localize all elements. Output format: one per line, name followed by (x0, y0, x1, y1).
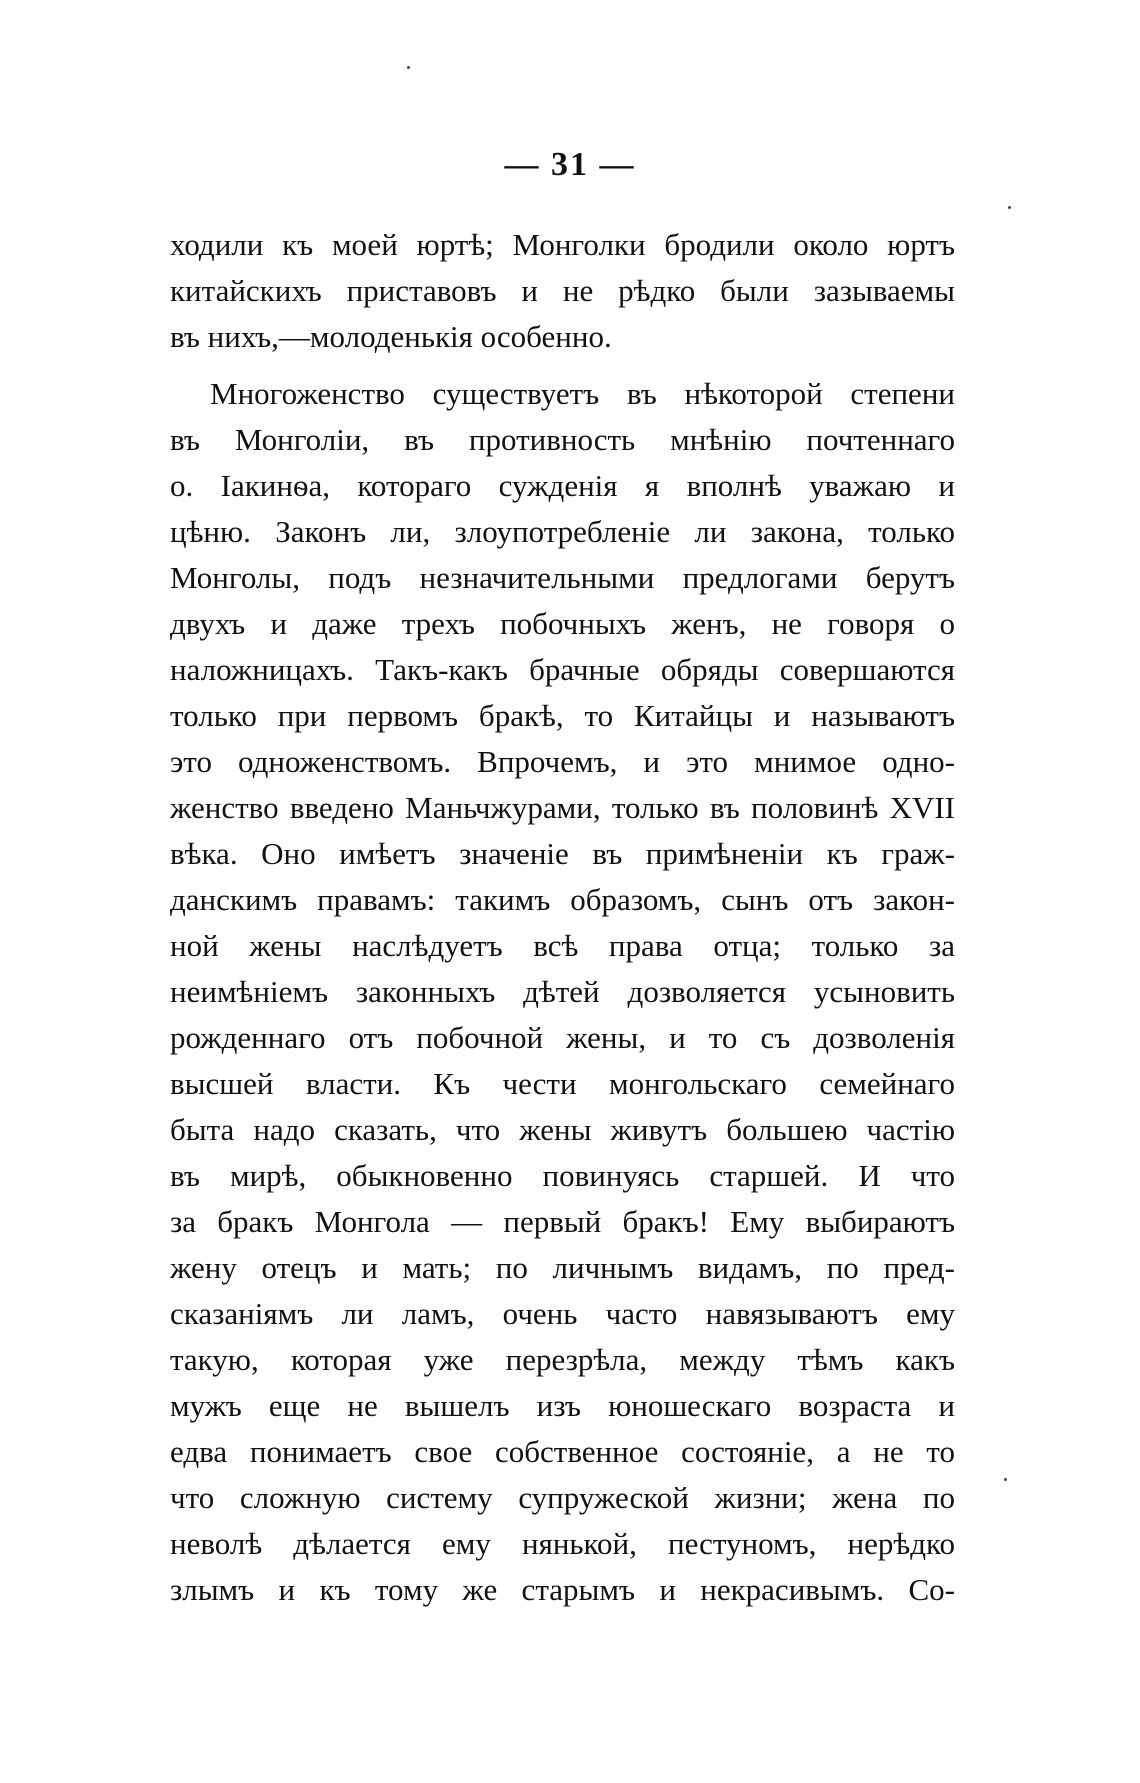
text-line: быта надо сказать, что жены живутъ большею частію (170, 1112, 955, 1147)
text-line: о. Іакинѳа, котораго сужденія я вполнѣ уважаю и (170, 468, 955, 503)
page-number: — 31 — (504, 146, 636, 183)
body-text (170, 222, 955, 1613)
text-line: женство введено Маньчжурами, только въ половинѣ XVII (170, 790, 955, 825)
text-line: въ мирѣ, обыкновенно повинуясь старшей. И что (170, 1158, 955, 1193)
text-line: сказаніямъ ли ламъ, очень часто навязываютъ ему (170, 1296, 955, 1331)
text-line: за бракъ Монгола — первый бракъ! Ему выбираютъ (170, 1204, 955, 1239)
text-line: неимѣніемъ законныхъ дѣтей дозволяется усыновить (170, 974, 955, 1009)
paper-speck (1008, 206, 1011, 209)
text-line: цѣню. Законъ ли, злоупотребленіе ли закона, только (170, 514, 955, 549)
text-line: высшей власти. Къ чести монгольскаго семейнаго (170, 1066, 955, 1101)
paper-speck (1004, 1478, 1007, 1481)
text-line: злымъ и къ тому же старымъ и некрасивымъ. Со- (170, 1572, 955, 1607)
text-line: что сложную систему супружеской жизни; жена по (170, 1480, 955, 1515)
text-line: въ Монголіи, въ противность мнѣнію почтеннаго (170, 422, 955, 457)
paragraph (170, 222, 955, 360)
paper-speck (407, 66, 410, 69)
text-line: вѣка. Оно имѣетъ значеніе въ примѣненіи къ граж- (170, 836, 955, 871)
text-line: такую, которая уже перезрѣла, между тѣмъ какъ (170, 1342, 955, 1377)
text-line: неволѣ дѣлается ему нянькой, пестуномъ, нерѣдко (170, 1526, 955, 1561)
text-line: мужъ еще не вышелъ изъ юношескаго возраста и (170, 1388, 955, 1423)
text-line: жену отецъ и мать; по личнымъ видамъ, по пред- (170, 1250, 955, 1285)
text-line: рожденнаго отъ побочной жены, и то съ дозволенія (170, 1020, 955, 1055)
text-line: ходили къ моей юртѣ; Монголки бродили около юртъ (170, 227, 955, 262)
text-line: китайскихъ приставовъ и не рѣдко были зазываемы (170, 273, 955, 308)
paragraph (170, 371, 955, 1613)
text-line: это одноженствомъ. Впрочемъ, и это мнимое одно- (170, 744, 955, 779)
text-line: Многоженство существуетъ въ нѣкоторой степени (210, 376, 955, 411)
text-line: едва понимаетъ свое собственное состояніе, а не то (170, 1434, 955, 1469)
text-line: наложницахъ. Такъ-какъ брачные обряды совершаются (170, 652, 955, 687)
text-line: только при первомъ бракѣ, то Китайцы и называютъ (170, 698, 955, 733)
text-line: ной жены наслѣдуетъ всѣ права отца; только за (170, 928, 955, 963)
text-line: Монголы, подъ незначительными предлогами берутъ (170, 560, 955, 595)
text-line: данскимъ правамъ: такимъ образомъ, сынъ отъ закон- (170, 882, 955, 917)
text-line: двухъ и даже трехъ побочныхъ женъ, не говоря о (170, 606, 955, 641)
text-line: въ нихъ,—молоденькія особенно. (170, 319, 612, 354)
